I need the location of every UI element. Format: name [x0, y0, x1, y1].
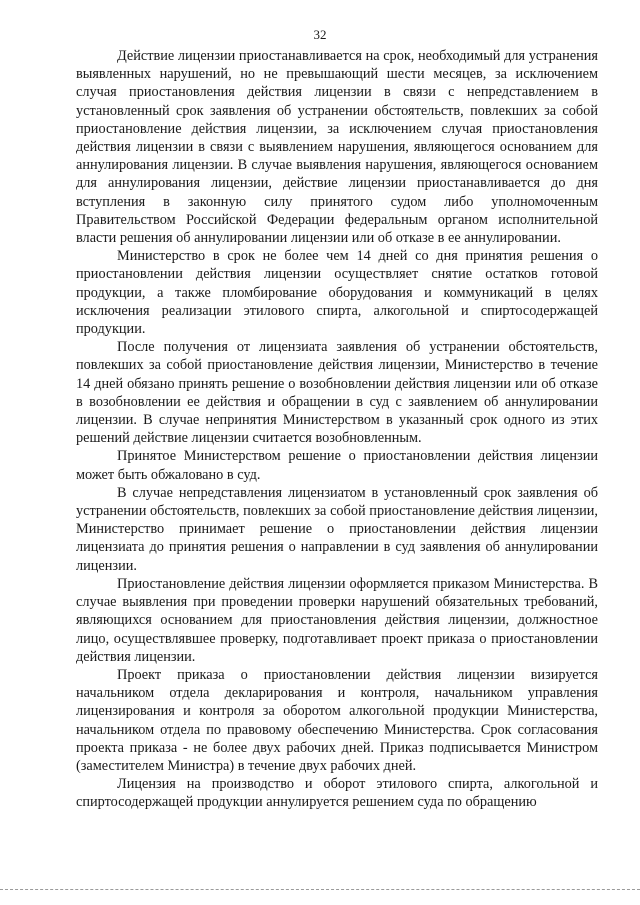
- paragraph-suspension-order: Приостановление действия лицензии оформляется приказом Министерства. В случае выявления при проведении проверки нарушений обязательных требований, являющихся основанием для приостановления действия лицензии, должностное лицо, осуществлявшее проверку, подготавливает проект приказа о приостановлении действия лицензии.: [76, 575, 598, 665]
- page-number: 32: [313, 27, 327, 42]
- paragraph-license-annulment: Лицензия на производство и оборот этилового спирта, алкогольной и спиртосодержащей продукции аннулируется решением суда по обращению: [76, 776, 598, 811]
- paragraph-non-submission: В случае непредставления лицензиатом в установленный срок заявления об устранении обстоятельств, повлекших за собой приостановление действия лицензии, Министерство принимает решение о приостановлении действия лицензии лицензиата до принятия решения о направлении в суд заявления об аннулировании лицензии.: [76, 484, 598, 574]
- paragraph-license-suspension-term: Действие лицензии приостанавливается на срок, необходимый для устранения выявленных нарушений, но не превышающий шести месяцев, за исключением случая приостановления действия лицензии в связи с непредставлением в установленный срок заявления об устранении обстоятельств, повлекших за собой приостановление действия лицензии, за исключением случая приостановления действия лицензии в связи с выявлением нарушения, являющегося основанием для аннулирования лицензии. В случае выявления нарушения, являющегося основанием для аннулирования лицензии, действие лицензии приостанавливается до дня вступления в законную силу принятого судом либо уполномоченным Правительством Российской Федерации федеральным органом исполнительной власти решения об аннулировании лицензии или об отказе в ее аннулировании.: [76, 48, 598, 247]
- document-body: [76, 47, 598, 812]
- paragraph-order-approval: Проект приказа о приостановлении действия лицензии визируется начальником отдела декларирования и контроля, начальником управления лицензирования и контроля за оборотом алкогольной продукции Министерства, начальником отдела по правовому обеспечению Министерства. Срок согласования проекта приказа - не более двух рабочих дней. Приказ подписывается Министром (заместителем Министра) в течение двух рабочих дней.: [76, 666, 598, 774]
- scan-bottom-rule: [0, 889, 640, 890]
- paragraph-appeal: Принятое Министерством решение о приостановлении действия лицензии может быть обжаловано в суд.: [76, 448, 598, 483]
- paragraph-removal-of-stock: Министерство в срок не более чем 14 дней со дня принятия решения о приостановлении действия лицензии осуществляет снятие остатков готовой продукции, а также пломбирование оборудования и коммуникаций в целях исключения реализации этилового спирта, алкогольной и спиртосодержащей продукции.: [76, 248, 598, 338]
- paragraph-renewal-decision: После получения от лицензиата заявления об устранении обстоятельств, повлекших за собой приостановление действия лицензии, Министерство в течение 14 дней обязано принять решение о возобновлении действия лицензии или об отказе в возобновлении ее действия и обращении в суд с заявлением об аннулировании лицензии. В случае непринятия Министерством в указанный срок одного из этих решений действие лицензии считается возобновленным.: [76, 339, 598, 447]
